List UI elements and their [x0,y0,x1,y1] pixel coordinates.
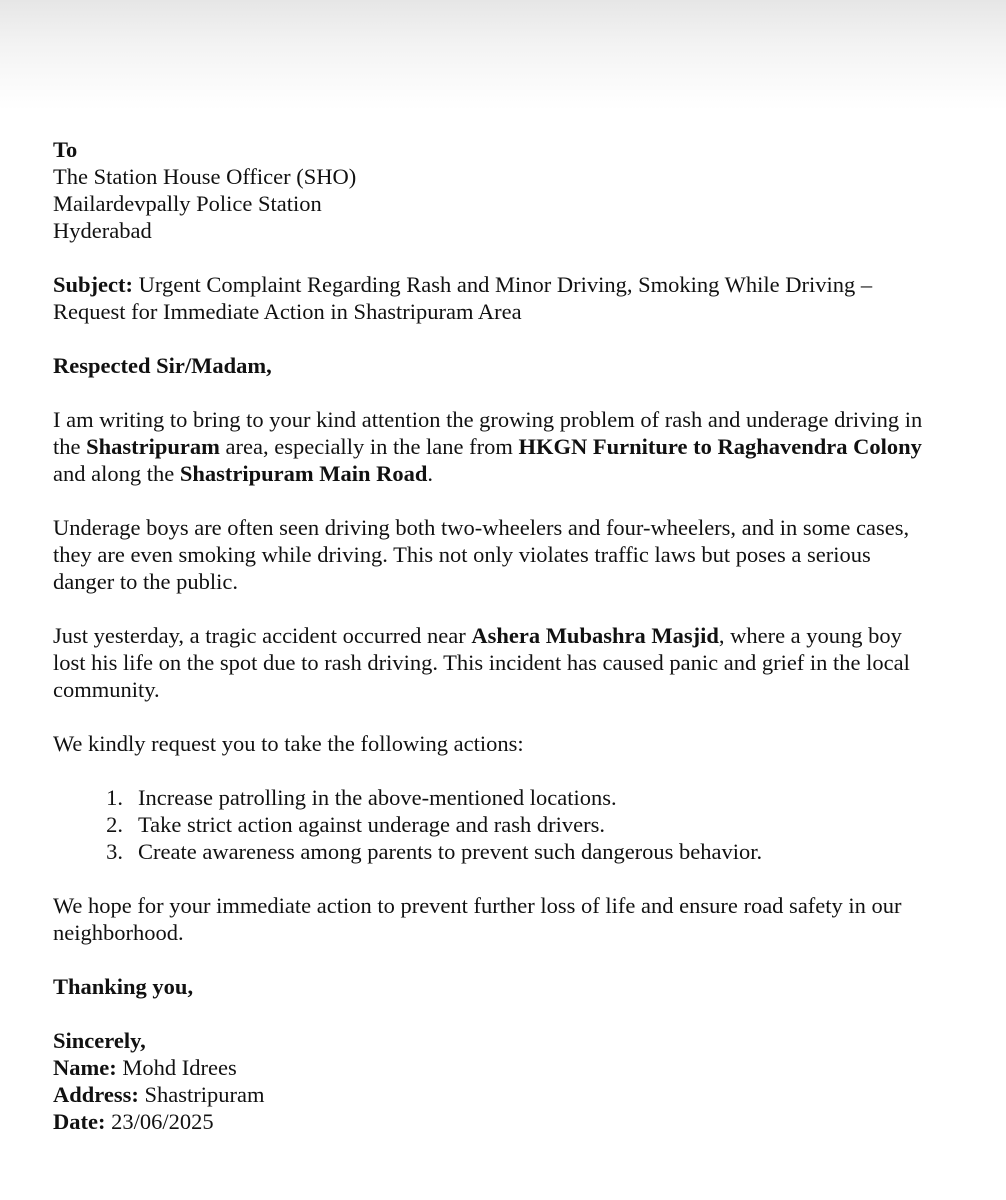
para3-text: Just yesterday, a tragic accident occurred near [53,623,472,648]
para1-text: area, especially in the lane from [219,434,519,459]
para3-text: , where a young boy [718,623,902,648]
para1-text: and along the [53,461,180,486]
paragraph-2 [53,514,973,595]
complaint-letter [53,136,973,1135]
request-intro: We kindly request you to take the following actions: [53,731,524,756]
closing: Sincerely, [53,1028,146,1053]
actions-list [53,784,973,865]
list-text: Take strict action against underage and rash drivers. [138,812,605,837]
sender-address: Shastripuram [138,1082,265,1107]
paragraph-4 [53,892,973,946]
sender-name: Mohd Idrees [116,1055,237,1080]
list-text: Increase patrolling in the above-mentioned locations. [138,785,617,810]
letter-date: 23/06/2025 [105,1109,214,1134]
signature-block [53,1027,973,1135]
list-text: Create awareness among parents to prevent such dangerous behavior. [138,839,763,864]
list-item [53,784,973,811]
name-label: Name: [53,1055,117,1080]
location-lane: HKGN Furniture to Raghavendra Colony [518,434,922,459]
recipient-station: Mailardevpally Police Station [53,191,322,216]
para1-text: . [427,461,434,486]
recipient-title: The Station House Officer (SHO) [53,164,357,189]
para2-line-2: they are even smoking while driving. This not only violates traffic laws but poses a serious [53,542,871,567]
recipient-city: Hyderabad [53,218,152,243]
para4-line-1: We hope for your immediate action to prevent further loss of life and ensure road safety in our [53,893,902,918]
subject-line-1: Urgent Complaint Regarding Rash and Minor Driving, Smoking While Driving – [138,272,873,297]
list-item [53,838,973,865]
thanks-line: Thanking you, [53,974,194,999]
list-item [53,811,973,838]
photo-top-shadow [0,0,1006,110]
location-shastripuram: Shastripuram [86,434,220,459]
subject-line-2: Request for Immediate Action in Shastripuram Area [53,299,522,324]
para3-line-2: lost his life on the spot due to rash driving. This incident has caused panic and grief in the local [53,650,910,675]
list-number: 2. [106,812,123,837]
location-masjid: Ashera Mubashra Masjid [471,623,719,648]
address-label: Address: [53,1082,139,1107]
para2-line-1: Underage boys are often seen driving both two-wheelers and four-wheelers, and in some cases, [53,515,910,540]
location-main-road: Shastripuram Main Road [179,461,428,486]
para1-text: the [53,434,87,459]
date-label: Date: [53,1109,106,1134]
subject-block [53,271,973,325]
subject-label: Subject: [53,272,133,297]
recipient-block [53,136,973,244]
para4-line-2: neighborhood. [53,920,184,945]
para3-line-3: community. [53,677,160,702]
para1-line-1: I am writing to bring to your kind attention the growing problem of rash and underage driving in [53,407,923,432]
to-label: To [53,137,78,162]
list-number: 3. [106,839,123,864]
paragraph-1 [53,406,973,487]
list-number: 1. [106,785,123,810]
para2-line-3: danger to the public. [53,569,238,594]
salutation: Respected Sir/Madam, [53,353,272,378]
paragraph-3 [53,622,973,703]
